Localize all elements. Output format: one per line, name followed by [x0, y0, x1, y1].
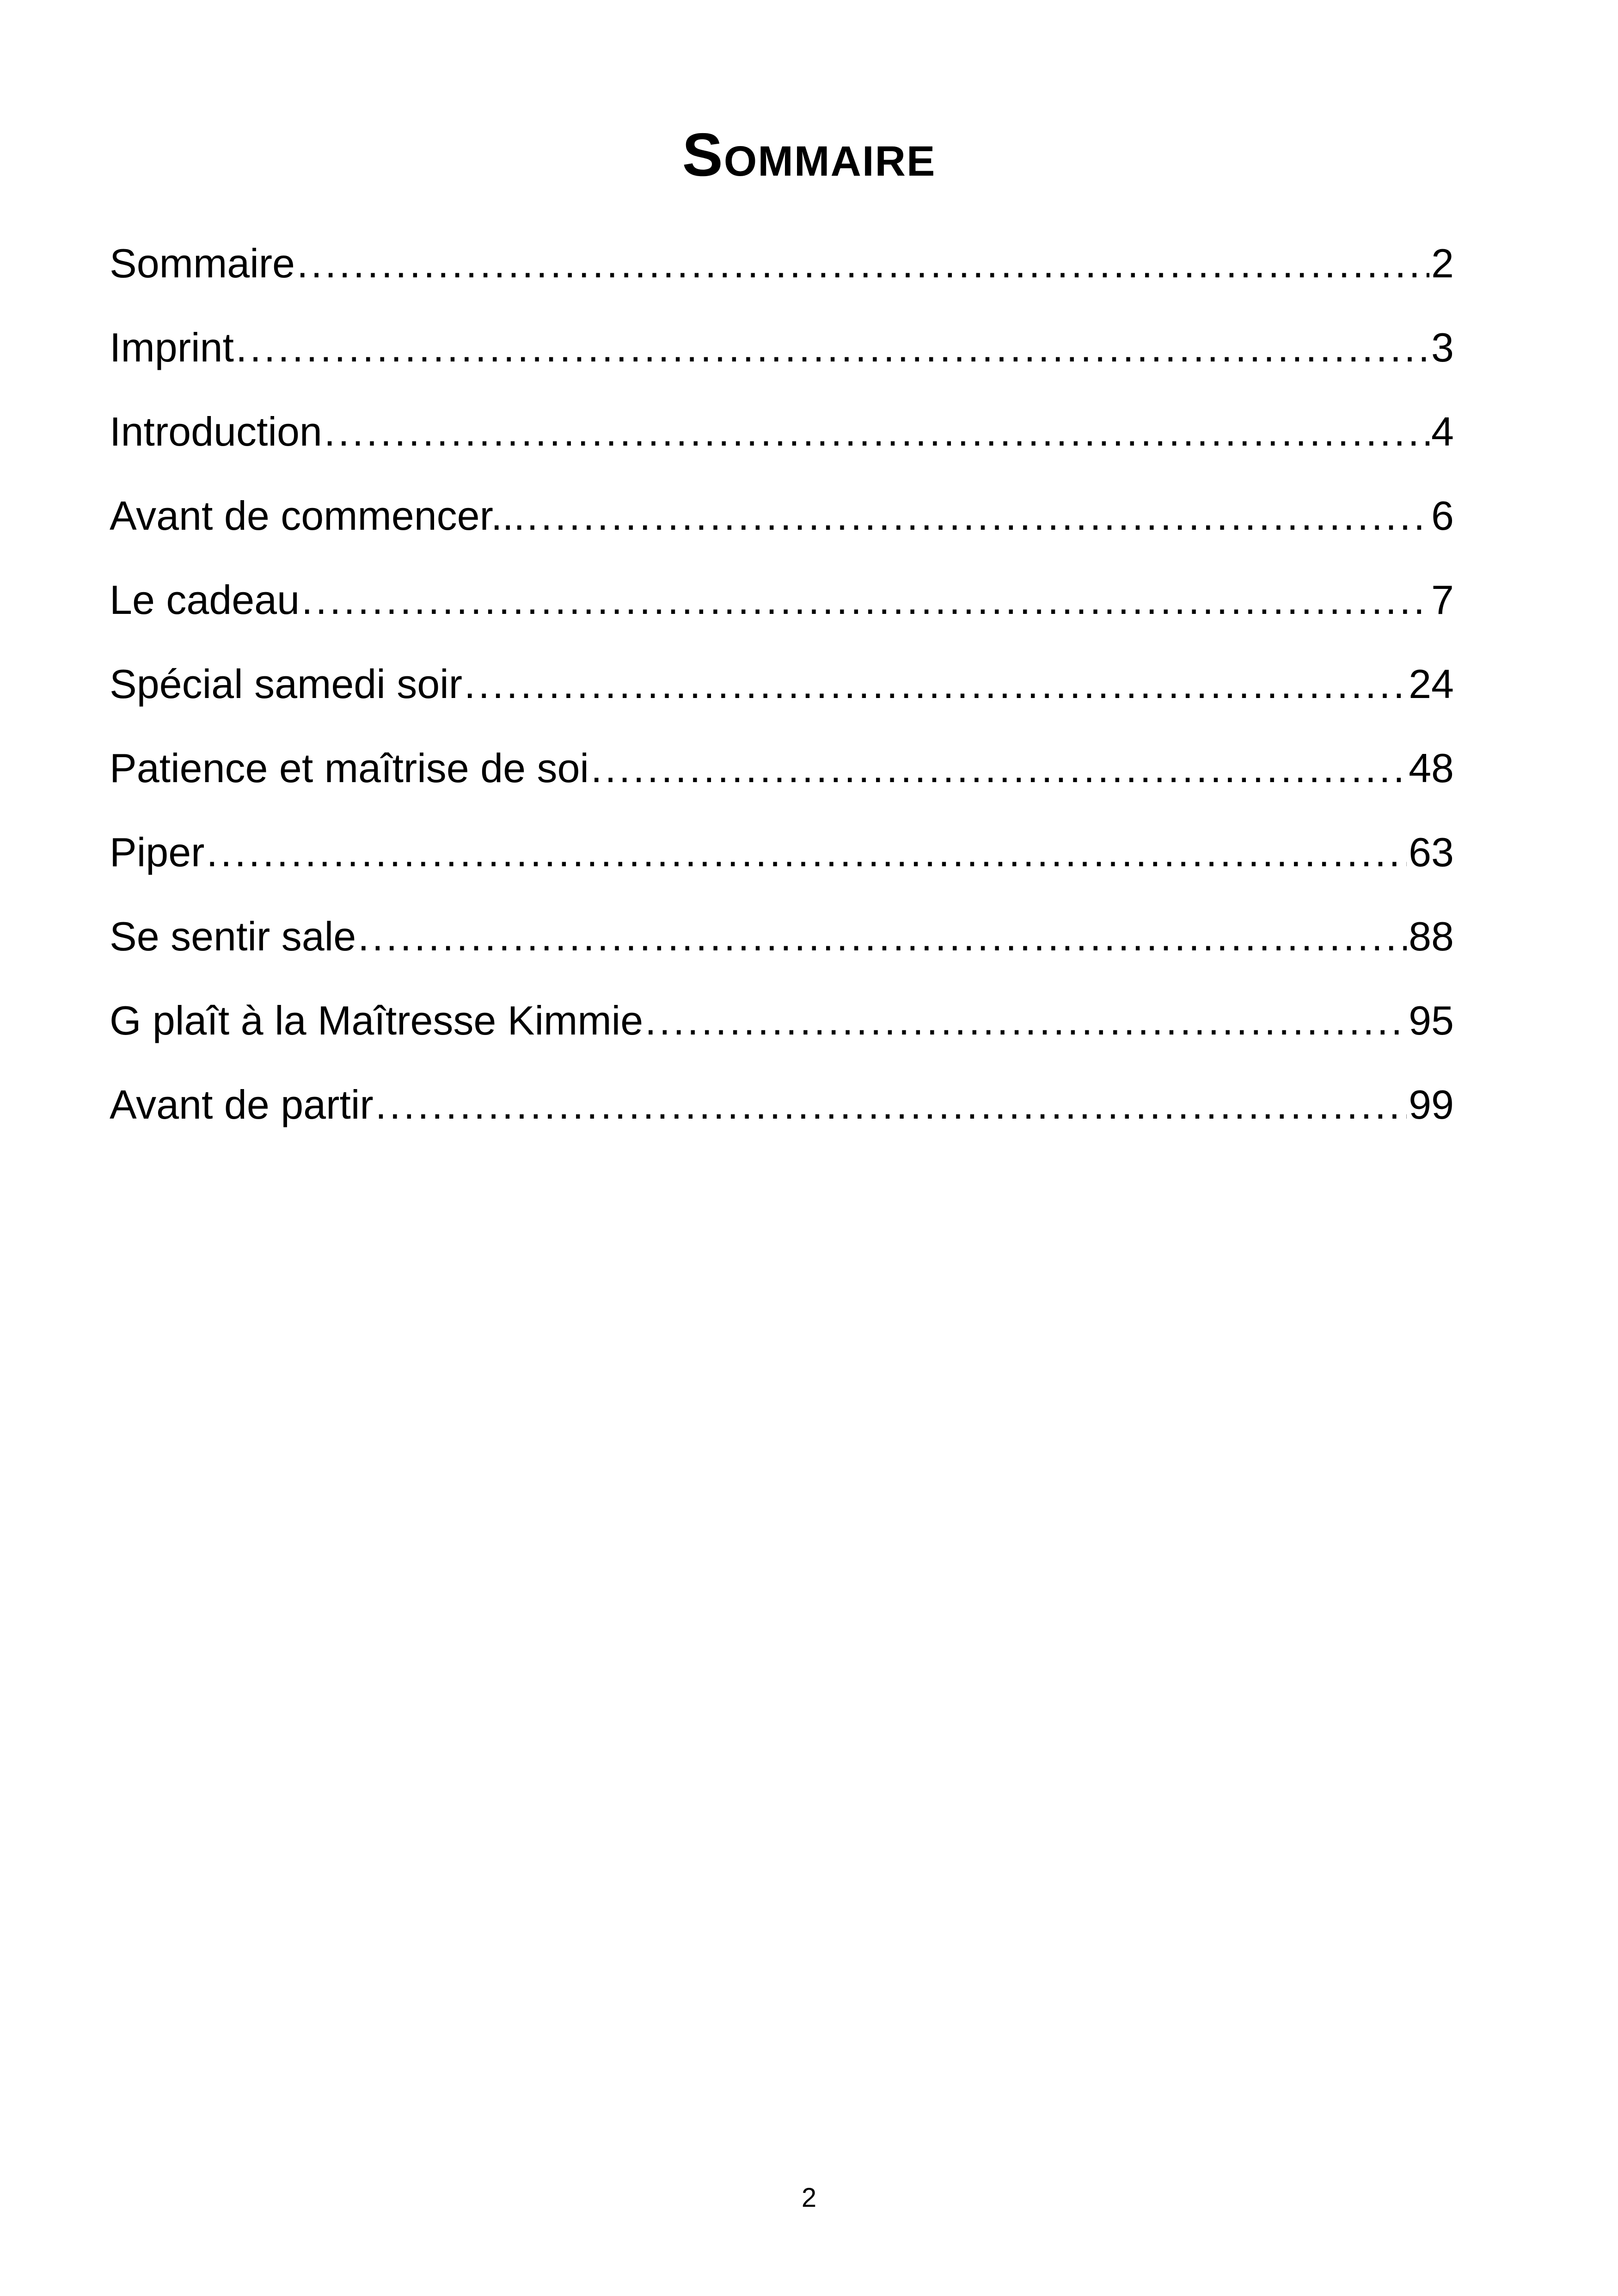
toc-entry-page: 6: [1431, 493, 1454, 539]
table-of-contents: [110, 229, 1454, 1154]
toc-entry-page: 3: [1431, 325, 1454, 370]
toc-entry[interactable]: [110, 565, 1454, 649]
toc-dot-leader: [464, 649, 1407, 719]
toc-dot-leader: [301, 565, 1429, 635]
toc-entry[interactable]: [110, 902, 1454, 986]
toc-entry[interactable]: [110, 397, 1454, 481]
toc-entry-label: Se sentir sale: [110, 913, 356, 959]
toc-entry[interactable]: [110, 734, 1454, 818]
toc-entry-label: Spécial samedi soir: [110, 661, 462, 707]
toc-entry-page: 63: [1409, 829, 1454, 875]
toc-dot-leader: [297, 229, 1429, 298]
toc-entry-page: 4: [1431, 409, 1454, 454]
toc-dot-leader: [527, 481, 1429, 551]
toc-dot-leader: [358, 902, 1407, 971]
toc-dot-leader: [591, 734, 1407, 803]
toc-entry[interactable]: [110, 481, 1454, 565]
toc-entry-page: 88: [1409, 913, 1454, 959]
toc-entry-label: Piper: [110, 829, 205, 875]
toc-entry-label: Patience et maîtrise de soi: [110, 745, 589, 791]
toc-entry-page: 99: [1409, 1082, 1454, 1127]
toc-entry[interactable]: [110, 986, 1454, 1070]
toc-entry-page: 95: [1409, 998, 1454, 1043]
toc-dot-leader: [375, 1070, 1407, 1139]
toc-entry-page: 2: [1431, 240, 1454, 286]
toc-entry-label: Le cadeau: [110, 577, 300, 623]
footer-page-number: 2: [801, 2183, 817, 2213]
toc-entry-label: Introduction: [110, 409, 322, 454]
toc-entry-page: 24: [1409, 661, 1454, 707]
toc-dot-leader: [236, 313, 1429, 382]
toc-dot-leader: [206, 818, 1407, 887]
toc-entry[interactable]: [110, 313, 1454, 397]
toc-dot-leader: [645, 986, 1407, 1055]
toc-entry[interactable]: [110, 1070, 1454, 1154]
toc-entry-label: Avant de partir: [110, 1082, 374, 1127]
toc-entry[interactable]: [110, 649, 1454, 734]
toc-dot-leader: [324, 397, 1429, 466]
toc-entry[interactable]: [110, 229, 1454, 313]
toc-entry-label: G plaît à la Maîtresse Kimmie: [110, 998, 644, 1043]
toc-entry[interactable]: [110, 818, 1454, 902]
toc-entry-page: 7: [1431, 577, 1454, 623]
toc-entry-label: Avant de commencer...: [110, 493, 525, 539]
toc-entry-label: Sommaire: [110, 240, 295, 286]
toc-entry-label: Imprint: [110, 325, 234, 370]
page-title: Sommaire: [682, 121, 936, 189]
toc-entry-page: 48: [1409, 745, 1454, 791]
